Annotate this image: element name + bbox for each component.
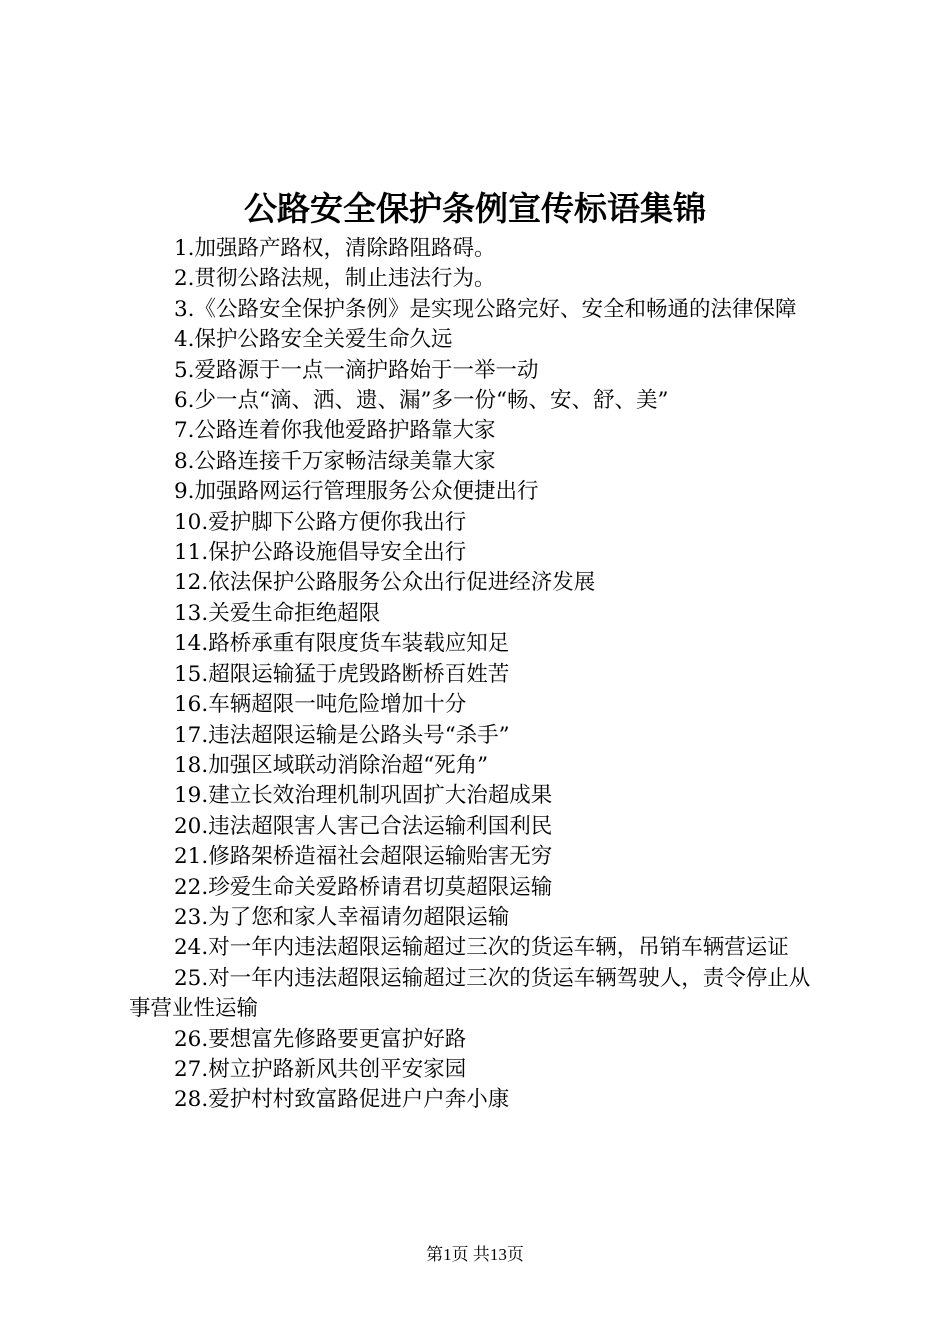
list-item: 24.对一年内违法超限运输超过三次的货运车辆，吊销车辆营运证	[174, 935, 789, 961]
list-item: 26.要想富先修路要更富护好路	[174, 1026, 467, 1052]
slogan-list	[129, 234, 831, 1116]
list-item: 1.加强路产路权，清除路阻路碍。	[174, 236, 496, 261]
list-item: 7.公路连着你我他爱路护路靠大家	[174, 418, 496, 444]
page-number: 第1页 共13页	[426, 1245, 524, 1264]
list-item: 16.车辆超限一吨危险增加十分	[174, 692, 467, 718]
list-item: 3.《公路安全保护条例》是实现公路完好、安全和畅通的法律保障	[174, 296, 797, 322]
list-item: 10.爱护脚下公路方便你我出行	[174, 509, 467, 535]
list-item: 17.违法超限运输是公路头号“杀手”	[174, 722, 510, 748]
list-item: 20.违法超限害人害己合法运输利国利民	[174, 813, 553, 839]
list-item: 25.对一年内违法超限运输超过三次的货运车辆驾驶人，责令停止从事营业性运输	[129, 965, 811, 1022]
document-title: 公路安全保护条例宣传标语集锦	[244, 189, 706, 228]
list-item: 11.保护公路设施倡导安全出行	[174, 540, 467, 566]
list-item: 12.依法保护公路服务公众出行促进经济发展	[174, 570, 596, 596]
list-item: 6.少一点“滴、洒、遗、漏”多一份“畅、安、舒、美”	[174, 388, 669, 414]
list-item: 9.加强路网运行管理服务公众便捷出行	[174, 479, 539, 505]
list-item: 27.树立护路新风共创平安家园	[174, 1056, 467, 1082]
list-item: 22.珍爱生命关爱路桥请君切莫超限运输	[174, 874, 553, 900]
list-item: 2.贯彻公路法规，制止违法行为。	[174, 266, 496, 292]
list-item: 19.建立长效治理机制巩固扩大治超成果	[174, 783, 553, 809]
list-item: 8.公路连接千万家畅洁绿美靠大家	[174, 448, 496, 474]
list-item: 4.保护公路安全关爱生命久远	[174, 327, 453, 353]
list-item: 13.关爱生命拒绝超限	[174, 600, 381, 626]
list-item: 23.为了您和家人幸福请勿超限运输	[174, 904, 510, 930]
list-item: 14.路桥承重有限度货车装载应知足	[174, 631, 510, 657]
list-item: 21.修路架桥造福社会超限运输贻害无穷	[174, 844, 553, 870]
list-item: 28.爱护村村致富路促进户户奔小康	[174, 1087, 510, 1113]
list-item: 5.爱路源于一点一滴护路始于一举一动	[174, 357, 539, 383]
list-item: 18.加强区域联动消除治超“死角”	[174, 752, 489, 778]
list-item: 15.超限运输猛于虎毁路断桥百姓苦	[174, 661, 510, 687]
